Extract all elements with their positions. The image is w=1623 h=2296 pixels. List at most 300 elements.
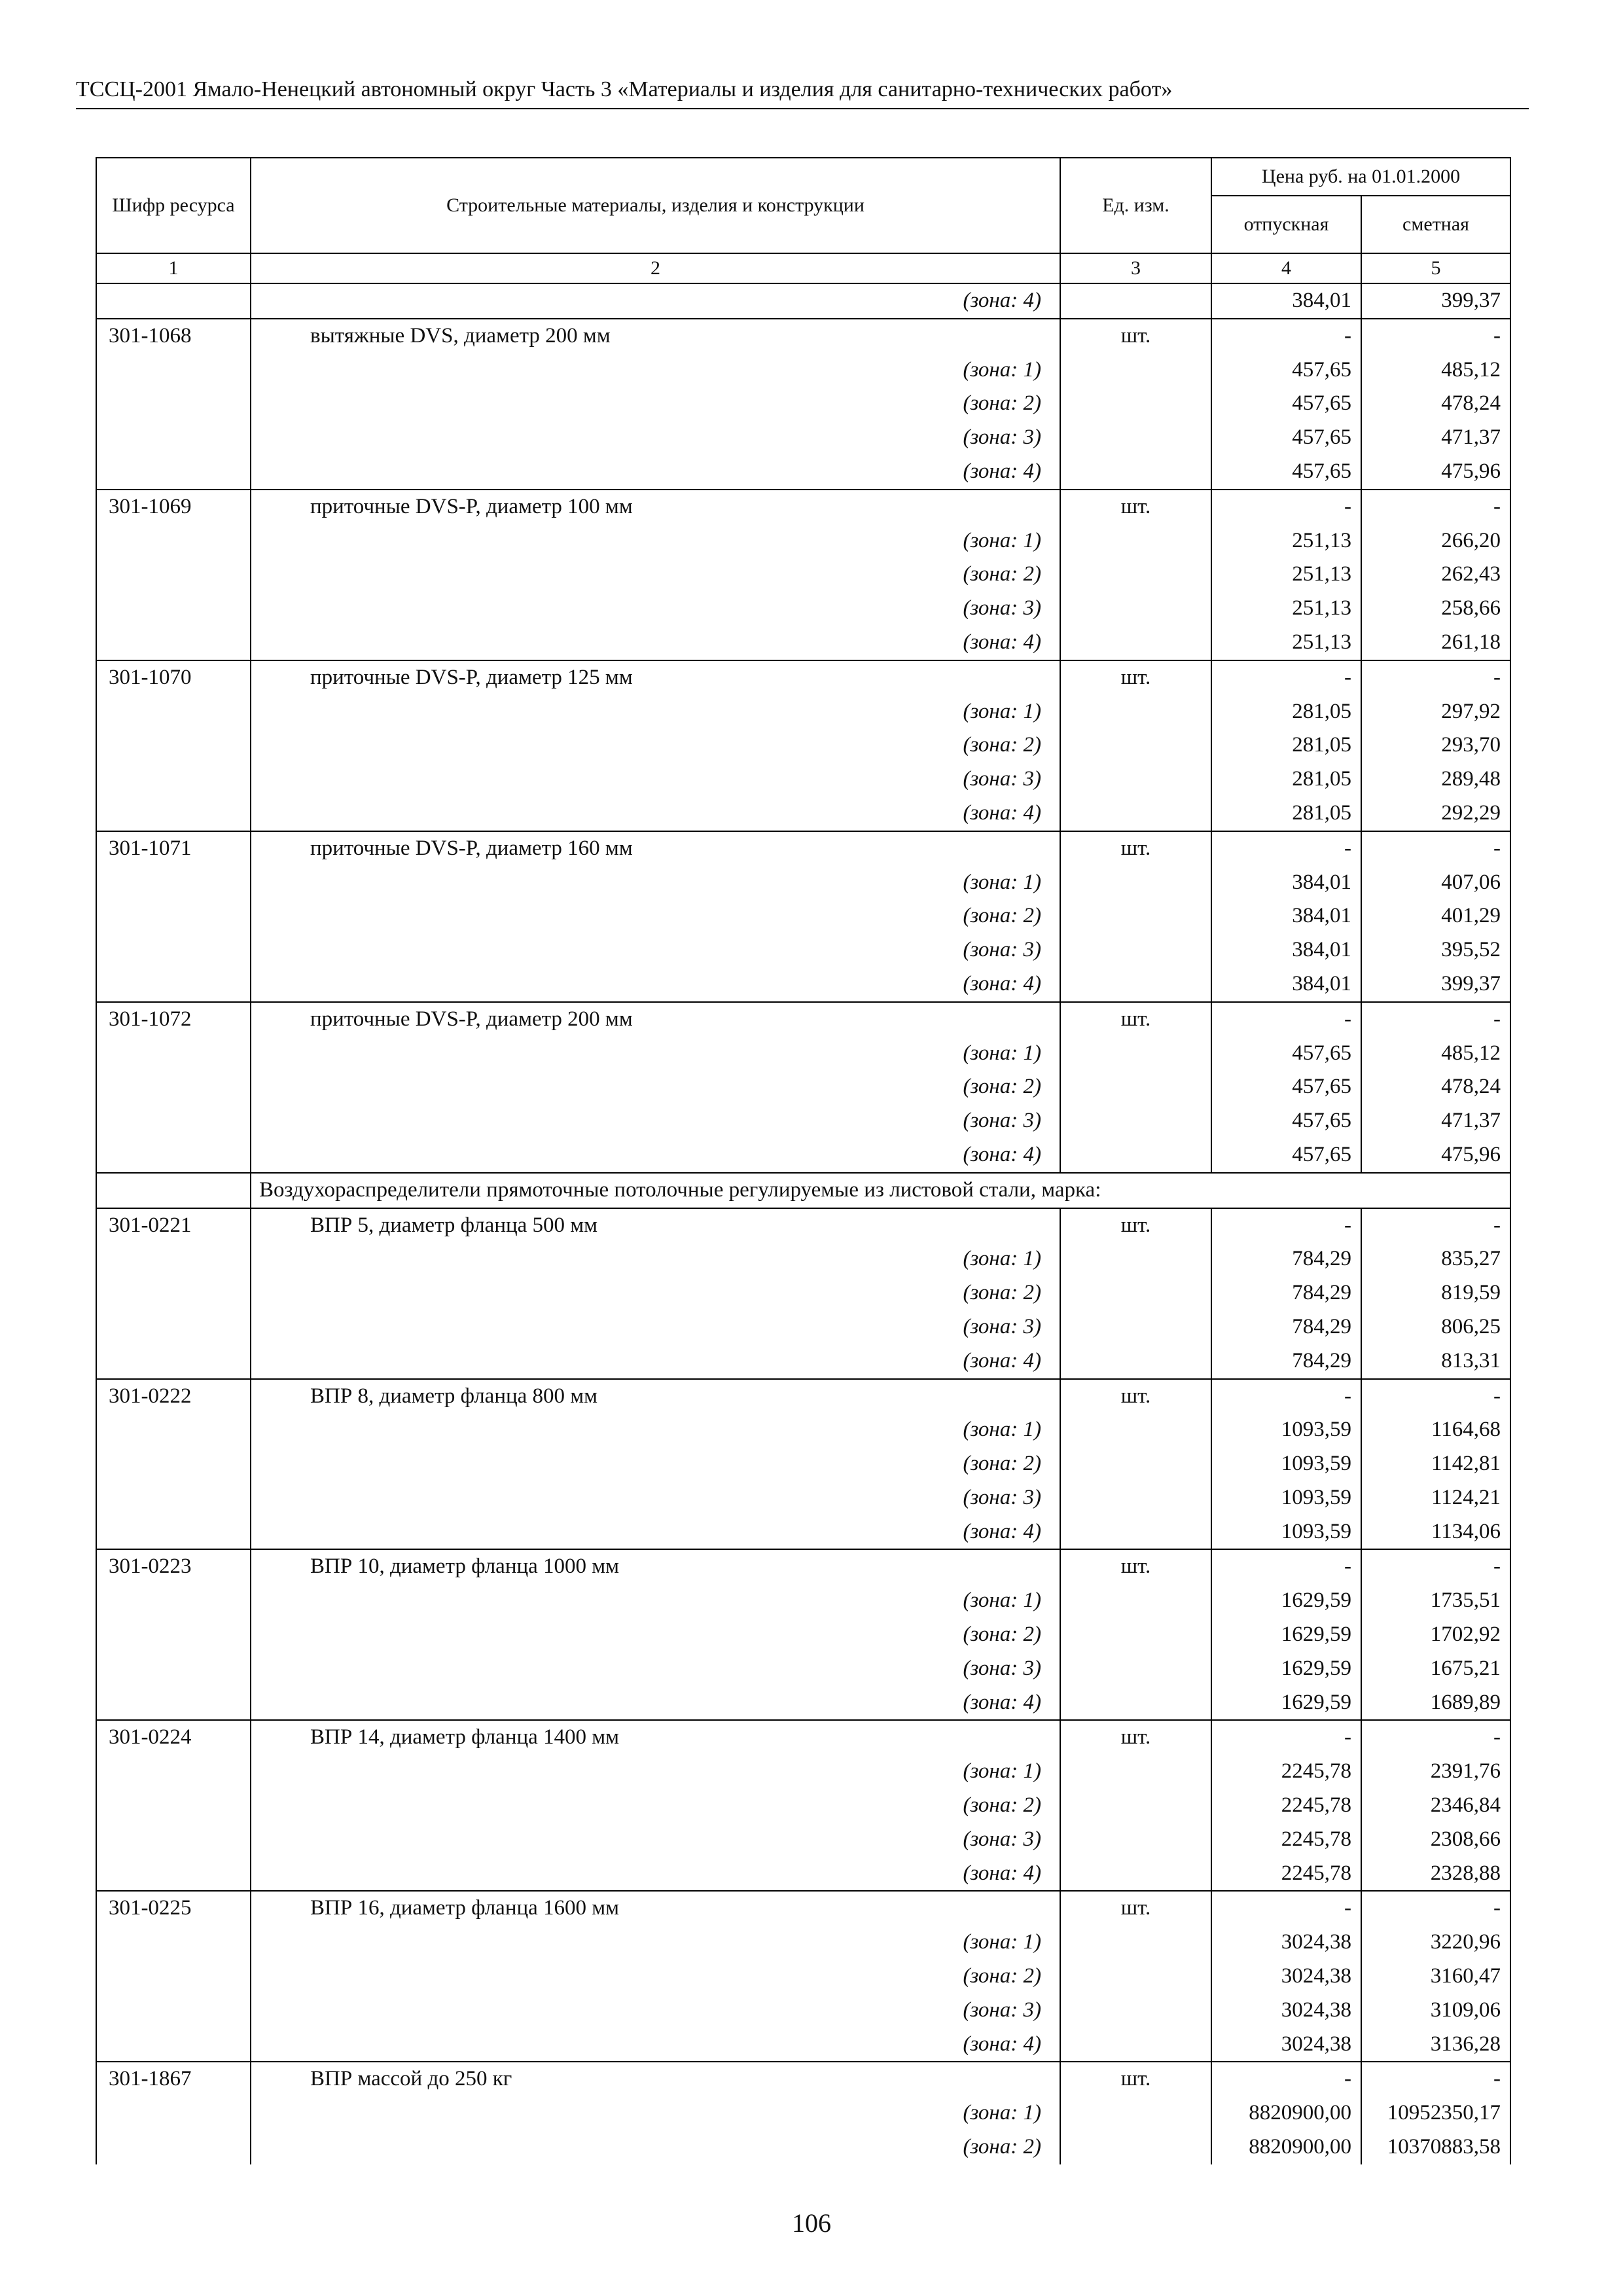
estimate-price: 1124,21 xyxy=(1361,1481,1510,1515)
resource-code xyxy=(96,1823,251,1857)
unit-cell xyxy=(1060,1515,1211,1550)
zone-label: (зона: 1) xyxy=(251,1755,1060,1789)
release-price: 3024,38 xyxy=(1211,1960,1361,1994)
release-price: 784,29 xyxy=(1211,1276,1361,1310)
release-price: 784,29 xyxy=(1211,1344,1361,1379)
zone-label: (зона: 1) xyxy=(251,695,1060,729)
estimate-price: 289,48 xyxy=(1361,762,1510,797)
unit-cell xyxy=(1060,1584,1211,1618)
estimate-price: 399,37 xyxy=(1361,283,1510,319)
estimate-price: 1702,92 xyxy=(1361,1618,1510,1652)
resource-code: 301-1069 xyxy=(96,490,251,524)
material-name: ВПР 10, диаметр фланца 1000 мм xyxy=(251,1549,1060,1584)
table-row xyxy=(96,2062,1510,2096)
estimate-price: 2346,84 xyxy=(1361,1789,1510,1823)
release-price: 251,13 xyxy=(1211,558,1361,592)
resource-code xyxy=(96,353,251,387)
unit-cell xyxy=(1060,1926,1211,1960)
header-name: Строительные материалы, изделия и конструкции xyxy=(251,158,1060,253)
unit-cell xyxy=(1060,1823,1211,1857)
group-heading: Воздухораспределители прямоточные потолочные регулируемые из листовой стали, марка: xyxy=(251,1173,1510,1208)
zone-row xyxy=(96,1652,1510,1686)
zone-label: (зона: 2) xyxy=(251,1960,1060,1994)
estimate-price: - xyxy=(1361,660,1510,695)
estimate-price: - xyxy=(1361,1002,1510,1037)
unit-cell xyxy=(1060,1242,1211,1276)
resource-code xyxy=(96,797,251,831)
resource-code xyxy=(96,1413,251,1447)
zone-label: (зона: 4) xyxy=(251,626,1060,660)
release-price: - xyxy=(1211,1549,1361,1584)
estimate-price: 3160,47 xyxy=(1361,1960,1510,1994)
unit-cell xyxy=(1060,2096,1211,2130)
release-price: 384,01 xyxy=(1211,933,1361,967)
zone-row xyxy=(96,1926,1510,1960)
zone-label: (зона: 3) xyxy=(251,1994,1060,2028)
column-number: 5 xyxy=(1361,253,1510,283)
zone-label: (зона: 1) xyxy=(251,524,1060,558)
resource-code xyxy=(96,1344,251,1379)
material-name: ВПР 8, диаметр фланца 800 мм xyxy=(251,1379,1060,1414)
release-price: 251,13 xyxy=(1211,524,1361,558)
release-price: 281,05 xyxy=(1211,762,1361,797)
resource-code xyxy=(96,626,251,660)
release-price: 457,65 xyxy=(1211,455,1361,490)
header-estimate-price: сметная xyxy=(1361,196,1510,253)
zone-row xyxy=(96,558,1510,592)
zone-label: (зона: 1) xyxy=(251,1037,1060,1071)
estimate-price: 258,66 xyxy=(1361,592,1510,626)
estimate-price: 262,43 xyxy=(1361,558,1510,592)
release-price: 3024,38 xyxy=(1211,1994,1361,2028)
zone-row xyxy=(96,967,1510,1002)
zone-label: (зона: 2) xyxy=(251,728,1060,762)
zone-label: (зона: 2) xyxy=(251,558,1060,592)
estimate-price: - xyxy=(1361,1549,1510,1584)
unit-cell xyxy=(1060,1789,1211,1823)
zone-row xyxy=(96,2096,1510,2130)
estimate-price: 471,37 xyxy=(1361,1104,1510,1138)
release-price: - xyxy=(1211,831,1361,866)
header-price-group: Цена руб. на 01.01.2000 xyxy=(1211,158,1510,196)
resource-code xyxy=(96,899,251,933)
release-price: 384,01 xyxy=(1211,967,1361,1002)
zone-label: (зона: 4) xyxy=(251,1344,1060,1379)
estimate-price: - xyxy=(1361,319,1510,353)
resource-code xyxy=(96,866,251,900)
zone-row xyxy=(96,1994,1510,2028)
zone-label: (зона: 2) xyxy=(251,1789,1060,1823)
estimate-price: 3220,96 xyxy=(1361,1926,1510,1960)
zone-label: (зона: 3) xyxy=(251,1310,1060,1344)
estimate-price: 3136,28 xyxy=(1361,2028,1510,2062)
zone-row xyxy=(96,1037,1510,1071)
resource-code: 301-0222 xyxy=(96,1379,251,1414)
unit-cell xyxy=(1060,1037,1211,1071)
estimate-price: 1735,51 xyxy=(1361,1584,1510,1618)
zone-label: (зона: 3) xyxy=(251,1823,1060,1857)
unit-cell xyxy=(1060,1618,1211,1652)
estimate-price: 395,52 xyxy=(1361,933,1510,967)
table-row xyxy=(96,1720,1510,1755)
zone-row xyxy=(96,1618,1510,1652)
zone-row xyxy=(96,592,1510,626)
material-name: приточные DVS-P, диаметр 160 мм xyxy=(251,831,1060,866)
estimate-price: 292,29 xyxy=(1361,797,1510,831)
unit-cell: шт. xyxy=(1060,1208,1211,1243)
unit-cell: шт. xyxy=(1060,1379,1211,1414)
zone-row xyxy=(96,387,1510,421)
column-number: 2 xyxy=(251,253,1060,283)
resource-code xyxy=(96,1481,251,1515)
zone-label: (зона: 3) xyxy=(251,1104,1060,1138)
release-price: 1093,59 xyxy=(1211,1515,1361,1550)
unit-cell xyxy=(1060,1994,1211,2028)
resource-code xyxy=(96,1584,251,1618)
unit-cell: шт. xyxy=(1060,831,1211,866)
zone-row xyxy=(96,1960,1510,1994)
unit-cell xyxy=(1060,933,1211,967)
unit-cell xyxy=(1060,1447,1211,1481)
release-price: 281,05 xyxy=(1211,695,1361,729)
zone-label: (зона: 4) xyxy=(251,2028,1060,2062)
material-name: приточные DVS-P, диаметр 125 мм xyxy=(251,660,1060,695)
zone-row xyxy=(96,1138,1510,1173)
release-price: 1629,59 xyxy=(1211,1618,1361,1652)
estimate-price: - xyxy=(1361,1891,1510,1926)
estimate-price: 1689,89 xyxy=(1361,1686,1510,1721)
resource-code xyxy=(96,1037,251,1071)
estimate-price: 266,20 xyxy=(1361,524,1510,558)
estimate-price: 471,37 xyxy=(1361,421,1510,455)
unit-cell xyxy=(1060,1344,1211,1379)
table-row xyxy=(96,660,1510,695)
material-name: ВПР массой до 250 кг xyxy=(251,2062,1060,2096)
column-number: 4 xyxy=(1211,253,1361,283)
release-price: 2245,78 xyxy=(1211,1857,1361,1892)
unit-cell: шт. xyxy=(1060,1720,1211,1755)
resource-code xyxy=(96,1070,251,1104)
resource-code xyxy=(96,1926,251,1960)
estimate-price: 475,96 xyxy=(1361,455,1510,490)
unit-cell xyxy=(1060,797,1211,831)
zone-row xyxy=(96,1857,1510,1892)
release-price: 457,65 xyxy=(1211,387,1361,421)
estimate-price: 2391,76 xyxy=(1361,1755,1510,1789)
estimate-price: 2308,66 xyxy=(1361,1823,1510,1857)
zone-label: (зона: 1) xyxy=(251,353,1060,387)
estimate-price: 1675,21 xyxy=(1361,1652,1510,1686)
resource-code xyxy=(96,455,251,490)
table-row xyxy=(96,1208,1510,1243)
estimate-price: 819,59 xyxy=(1361,1276,1510,1310)
resource-code: 301-0224 xyxy=(96,1720,251,1755)
column-number: 1 xyxy=(96,253,251,283)
unit-cell xyxy=(1060,524,1211,558)
zone-row xyxy=(96,1310,1510,1344)
estimate-price: 3109,06 xyxy=(1361,1994,1510,2028)
release-price: 1629,59 xyxy=(1211,1584,1361,1618)
zone-label: (зона: 1) xyxy=(251,1584,1060,1618)
release-price: 384,01 xyxy=(1211,866,1361,900)
resource-code xyxy=(96,1310,251,1344)
group-code-cell xyxy=(96,1173,251,1208)
zone-label: (зона: 3) xyxy=(251,1652,1060,1686)
zone-row xyxy=(96,762,1510,797)
resource-code: 301-0225 xyxy=(96,1891,251,1926)
release-price: - xyxy=(1211,1379,1361,1414)
release-price: 1093,59 xyxy=(1211,1413,1361,1447)
resource-code xyxy=(96,2028,251,2062)
resource-code xyxy=(96,933,251,967)
zone-label: (зона: 2) xyxy=(251,1070,1060,1104)
document-header: ТССЦ-2001 Ямало-Ненецкий автономный округ Часть 3 «Материалы и изделия для санитарно-технических работ» xyxy=(76,74,1529,109)
unit-cell xyxy=(1060,1104,1211,1138)
estimate-price: 261,18 xyxy=(1361,626,1510,660)
zone-row xyxy=(96,1104,1510,1138)
resource-code xyxy=(96,1652,251,1686)
release-price: 8820900,00 xyxy=(1211,2096,1361,2130)
release-price: 457,65 xyxy=(1211,1104,1361,1138)
zone-row xyxy=(96,2028,1510,2062)
release-price: 2245,78 xyxy=(1211,1823,1361,1857)
resource-code xyxy=(96,762,251,797)
resource-code xyxy=(96,1447,251,1481)
estimate-price: 835,27 xyxy=(1361,1242,1510,1276)
zone-row xyxy=(96,1823,1510,1857)
release-price: 3024,38 xyxy=(1211,2028,1361,2062)
resource-code xyxy=(96,1960,251,1994)
table-header xyxy=(96,158,1510,283)
estimate-price: 475,96 xyxy=(1361,1138,1510,1173)
zone-row xyxy=(96,1789,1510,1823)
estimate-price: 10952350,17 xyxy=(1361,2096,1510,2130)
estimate-price: 478,24 xyxy=(1361,1070,1510,1104)
release-price: 457,65 xyxy=(1211,1138,1361,1173)
unit-cell xyxy=(1060,2130,1211,2164)
zone-row xyxy=(96,1481,1510,1515)
zone-row xyxy=(96,1447,1510,1481)
zone-row xyxy=(96,421,1510,455)
table-body xyxy=(96,283,1510,2164)
release-price: 1093,59 xyxy=(1211,1447,1361,1481)
estimate-price: - xyxy=(1361,1208,1510,1243)
unit-cell xyxy=(1060,1481,1211,1515)
header-unit: Ед. изм. xyxy=(1060,158,1211,253)
resource-code xyxy=(96,1242,251,1276)
group-heading-row xyxy=(96,1173,1510,1208)
zone-row xyxy=(96,1413,1510,1447)
release-price: 1629,59 xyxy=(1211,1652,1361,1686)
unit-cell xyxy=(1060,762,1211,797)
unit-cell xyxy=(1060,421,1211,455)
release-price: 457,65 xyxy=(1211,421,1361,455)
unit-cell xyxy=(1060,387,1211,421)
zone-row xyxy=(96,797,1510,831)
estimate-price: 407,06 xyxy=(1361,866,1510,900)
zone-row xyxy=(96,626,1510,660)
release-price: 251,13 xyxy=(1211,592,1361,626)
header-code: Шифр ресурса xyxy=(96,158,251,253)
resource-code xyxy=(96,283,251,319)
release-price: - xyxy=(1211,1720,1361,1755)
release-price: 281,05 xyxy=(1211,728,1361,762)
zone-label: (зона: 4) xyxy=(251,283,1060,319)
estimate-price: 401,29 xyxy=(1361,899,1510,933)
unit-cell: шт. xyxy=(1060,319,1211,353)
zone-label: (зона: 4) xyxy=(251,797,1060,831)
unit-cell: шт. xyxy=(1060,1002,1211,1037)
zone-label: (зона: 4) xyxy=(251,1138,1060,1173)
estimate-price: 399,37 xyxy=(1361,967,1510,1002)
unit-cell xyxy=(1060,728,1211,762)
zone-row xyxy=(96,455,1510,490)
zone-label: (зона: 3) xyxy=(251,933,1060,967)
resource-code xyxy=(96,1686,251,1721)
release-price: 1629,59 xyxy=(1211,1686,1361,1721)
estimate-price: - xyxy=(1361,1379,1510,1414)
release-price: 251,13 xyxy=(1211,626,1361,660)
release-price: 8820900,00 xyxy=(1211,2130,1361,2164)
unit-cell xyxy=(1060,1276,1211,1310)
table-row xyxy=(96,1549,1510,1584)
page-number: 106 xyxy=(792,2208,831,2238)
release-price: - xyxy=(1211,319,1361,353)
zone-label: (зона: 3) xyxy=(251,762,1060,797)
unit-cell xyxy=(1060,1652,1211,1686)
zone-row xyxy=(96,866,1510,900)
estimate-price: - xyxy=(1361,2062,1510,2096)
resource-code xyxy=(96,1755,251,1789)
zone-row xyxy=(96,524,1510,558)
estimate-price: 293,70 xyxy=(1361,728,1510,762)
zone-row xyxy=(96,728,1510,762)
resource-code xyxy=(96,1104,251,1138)
resource-code xyxy=(96,1789,251,1823)
estimate-price: - xyxy=(1361,1720,1510,1755)
release-price: 784,29 xyxy=(1211,1310,1361,1344)
unit-cell xyxy=(1060,1070,1211,1104)
release-price: - xyxy=(1211,1002,1361,1037)
release-price: 784,29 xyxy=(1211,1242,1361,1276)
release-price: - xyxy=(1211,2062,1361,2096)
resource-code xyxy=(96,967,251,1002)
unit-cell xyxy=(1060,1138,1211,1173)
unit-cell: шт. xyxy=(1060,1549,1211,1584)
estimate-price: 485,12 xyxy=(1361,1037,1510,1071)
zone-label: (зона: 1) xyxy=(251,866,1060,900)
resource-code: 301-1867 xyxy=(96,2062,251,2096)
resource-code xyxy=(96,728,251,762)
unit-cell: шт. xyxy=(1060,490,1211,524)
unit-cell xyxy=(1060,353,1211,387)
table-row xyxy=(96,1891,1510,1926)
material-name: приточные DVS-P, диаметр 100 мм xyxy=(251,490,1060,524)
zone-label: (зона: 1) xyxy=(251,1413,1060,1447)
material-name: ВПР 14, диаметр фланца 1400 мм xyxy=(251,1720,1060,1755)
resource-code: 301-1068 xyxy=(96,319,251,353)
estimate-price: - xyxy=(1361,831,1510,866)
zone-label: (зона: 4) xyxy=(251,1857,1060,1892)
release-price: 2245,78 xyxy=(1211,1755,1361,1789)
material-name: ВПР 16, диаметр фланца 1600 мм xyxy=(251,1891,1060,1926)
resource-code xyxy=(96,1994,251,2028)
unit-cell xyxy=(1060,1857,1211,1892)
release-price: 457,65 xyxy=(1211,1037,1361,1071)
resource-code: 301-1070 xyxy=(96,660,251,695)
release-price: 384,01 xyxy=(1211,283,1361,319)
unit-cell xyxy=(1060,1960,1211,1994)
unit-cell xyxy=(1060,1413,1211,1447)
unit-cell xyxy=(1060,1310,1211,1344)
resource-code xyxy=(96,1618,251,1652)
unit-cell xyxy=(1060,1686,1211,1721)
release-price: 457,65 xyxy=(1211,1070,1361,1104)
estimate-price: 297,92 xyxy=(1361,695,1510,729)
estimate-price: 813,31 xyxy=(1361,1344,1510,1379)
estimate-price: 1142,81 xyxy=(1361,1447,1510,1481)
zone-row xyxy=(96,933,1510,967)
resource-code: 301-1071 xyxy=(96,831,251,866)
release-price: 281,05 xyxy=(1211,797,1361,831)
resource-code: 301-0223 xyxy=(96,1549,251,1584)
resource-code xyxy=(96,387,251,421)
resource-code xyxy=(96,558,251,592)
resource-code: 301-1072 xyxy=(96,1002,251,1037)
unit-cell: шт. xyxy=(1060,1891,1211,1926)
table-row xyxy=(96,1379,1510,1414)
resource-code: 301-0221 xyxy=(96,1208,251,1243)
unit-cell xyxy=(1060,967,1211,1002)
resource-code xyxy=(96,524,251,558)
resource-code xyxy=(96,421,251,455)
unit-cell xyxy=(1060,866,1211,900)
table-row xyxy=(96,1002,1510,1037)
resource-code xyxy=(96,1138,251,1173)
unit-cell: шт. xyxy=(1060,2062,1211,2096)
release-price: - xyxy=(1211,660,1361,695)
estimate-price: 485,12 xyxy=(1361,353,1510,387)
estimate-price: 1164,68 xyxy=(1361,1413,1510,1447)
zone-label: (зона: 3) xyxy=(251,592,1060,626)
release-price: 384,01 xyxy=(1211,899,1361,933)
resource-code xyxy=(96,2130,251,2164)
unit-cell: шт. xyxy=(1060,660,1211,695)
unit-cell xyxy=(1060,626,1211,660)
zone-label: (зона: 4) xyxy=(251,1515,1060,1550)
zone-row xyxy=(96,1344,1510,1379)
material-name: приточные DVS-P, диаметр 200 мм xyxy=(251,1002,1060,1037)
estimate-price: - xyxy=(1361,490,1510,524)
unit-cell xyxy=(1060,1755,1211,1789)
resource-code xyxy=(96,592,251,626)
zone-row xyxy=(96,1276,1510,1310)
zone-row xyxy=(96,695,1510,729)
release-price: - xyxy=(1211,490,1361,524)
table-row xyxy=(96,490,1510,524)
resource-code xyxy=(96,2096,251,2130)
release-price: - xyxy=(1211,1891,1361,1926)
material-name: ВПР 5, диаметр фланца 500 мм xyxy=(251,1208,1060,1243)
zone-row xyxy=(96,353,1510,387)
zone-label: (зона: 3) xyxy=(251,1481,1060,1515)
zone-label: (зона: 2) xyxy=(251,387,1060,421)
zone-label: (зона: 2) xyxy=(251,2130,1060,2164)
column-number: 3 xyxy=(1060,253,1211,283)
zone-row xyxy=(96,1584,1510,1618)
release-price: 3024,38 xyxy=(1211,1926,1361,1960)
zone-row xyxy=(96,1686,1510,1721)
